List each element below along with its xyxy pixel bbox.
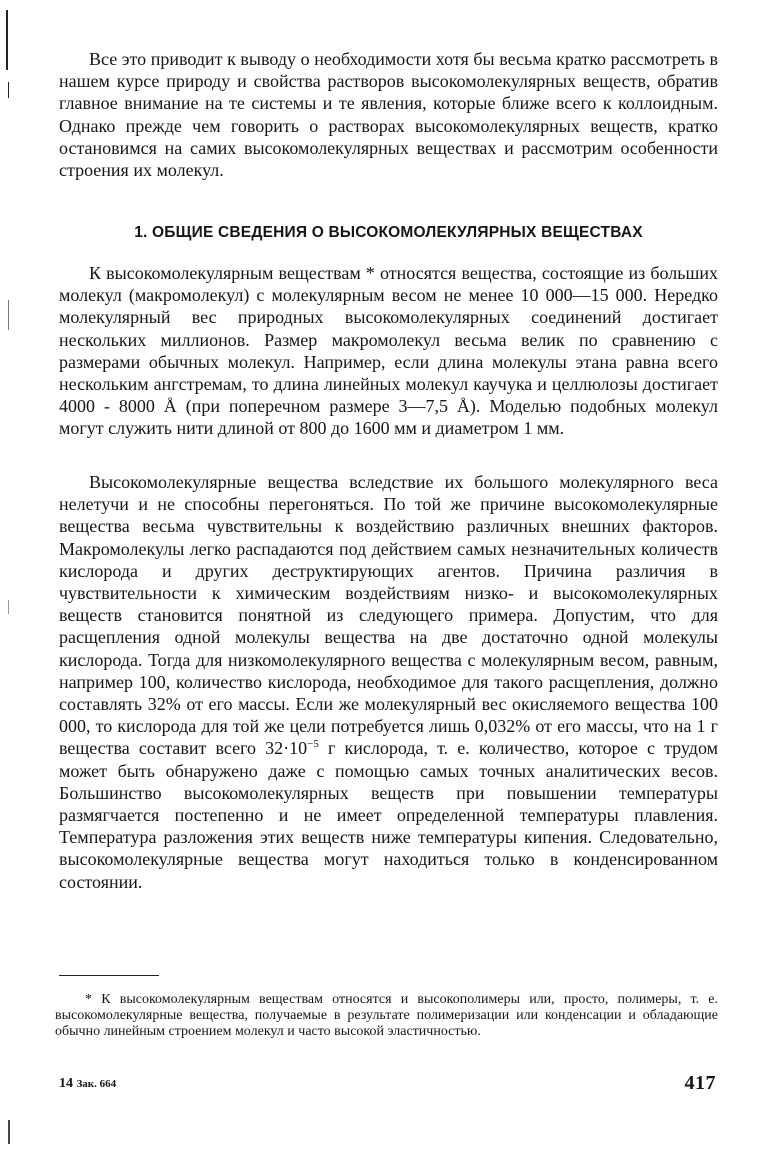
properties-text-part-2: г кислорода, т. е. количество, которое с трудом может быть обнаружено даже с помощью самых точных аналитических весов. Большинство высокомолекулярных веществ при повышении температуры размягчается постепенно и не имеет определенной температуры плавления. Температура разложения этих веществ ниже температуры кипения. Следовательно, высокомолекулярные вещества могут находиться только в конденсированном состоянии.: [59, 738, 718, 892]
footnote-divider: [59, 975, 159, 976]
signature-number: 14: [59, 1076, 73, 1091]
page-number: 417: [684, 1072, 716, 1094]
properties-text-part-1: Высокомолекулярные вещества вследствие их большого молекулярного веса нелетучи и не способны перегоняться. По той же причине высокомолекулярные вещества весьма чувствительны к воздействию различных внешних факторов. Макромолекулы легко распадаются под действием самых незначительных количеств кислорода и других деструктирующих агентов. Причина различия в чувствительности к химическим воздействиям низко- и высокомолекулярных веществ становится понятной из следующего примера. Допустим, что для расщепления одной молекулы вещества на две достаточно одной молекулы кислорода. Тогда для низкомолекулярного вещества с молекулярным весом, равным, например 100, количество кислорода, необходимое для такого расщепления, должно составлять 32% от его массы. Если же молекулярный вес окисляемого вещества 100 000, то кислорода для той же цели потребуется лишь 0,032% от его массы, что на 1 г вещества составит всего 32·10: [59, 472, 718, 759]
properties-paragraph: [59, 471, 718, 893]
section-heading: 1. ОБЩИЕ СВЕДЕНИЯ О ВЫСОКОМОЛЕКУЛЯРНЫХ ВЕЩЕСТВАХ: [134, 224, 643, 241]
signature-label: Зак. 664: [76, 1078, 117, 1090]
printer-signature: [59, 1076, 116, 1092]
footnote: * К высокомолекулярным веществам относятся и высокополимеры или, просто, полимеры, т. е. высокомолекулярные вещества, получаемые в результате полимеризации или конденсации и обладающие обычно линейным строением молекул и часто высокой эластичностью.: [55, 992, 718, 1039]
intro-paragraph: Все это приводит к выводу о необходимости хотя бы весьма кратко рассмотреть в нашем курсе природу и свойства растворов высокомолекулярных веществ, обратив главное внимание на те системы и те явления, которые ближе всего к коллоидным. Однако прежде чем говорить о растворах высокомолекулярных веществ, кратко остановимся на самих высокомолекулярных веществах и рассмотрим особенности строения их молекул.: [59, 49, 718, 181]
scan-edge-mark: [8, 300, 9, 330]
scan-edge-mark: [8, 1120, 10, 1144]
scan-edge-mark: [6, 10, 8, 70]
exponent: −5: [307, 738, 319, 751]
scan-edge-mark: [8, 82, 9, 98]
scan-edge-mark: [8, 600, 9, 614]
definition-paragraph: К высокомолекулярным веществам * относятся вещества, состоящие из больших молекул (макромолекул) с молекулярным весом не менее 10 000—15 000. Нередко молекулярный вес природных высокомолекулярных соединений достигает нескольких миллионов. Размер макромолекул весьма велик по сравнению с размерами обычных молекул. Например, если длина молекулы этана равна всего нескольким ангстремам, то длина линейных молекул каучука и целлюлозы достигает 4000 - 8000 Å (при поперечном размере 3—7,5 Å). Моделью подобных молекул могут служить нити длиной от 800 до 1600 мм и диаметром 1 мм.: [59, 263, 718, 439]
